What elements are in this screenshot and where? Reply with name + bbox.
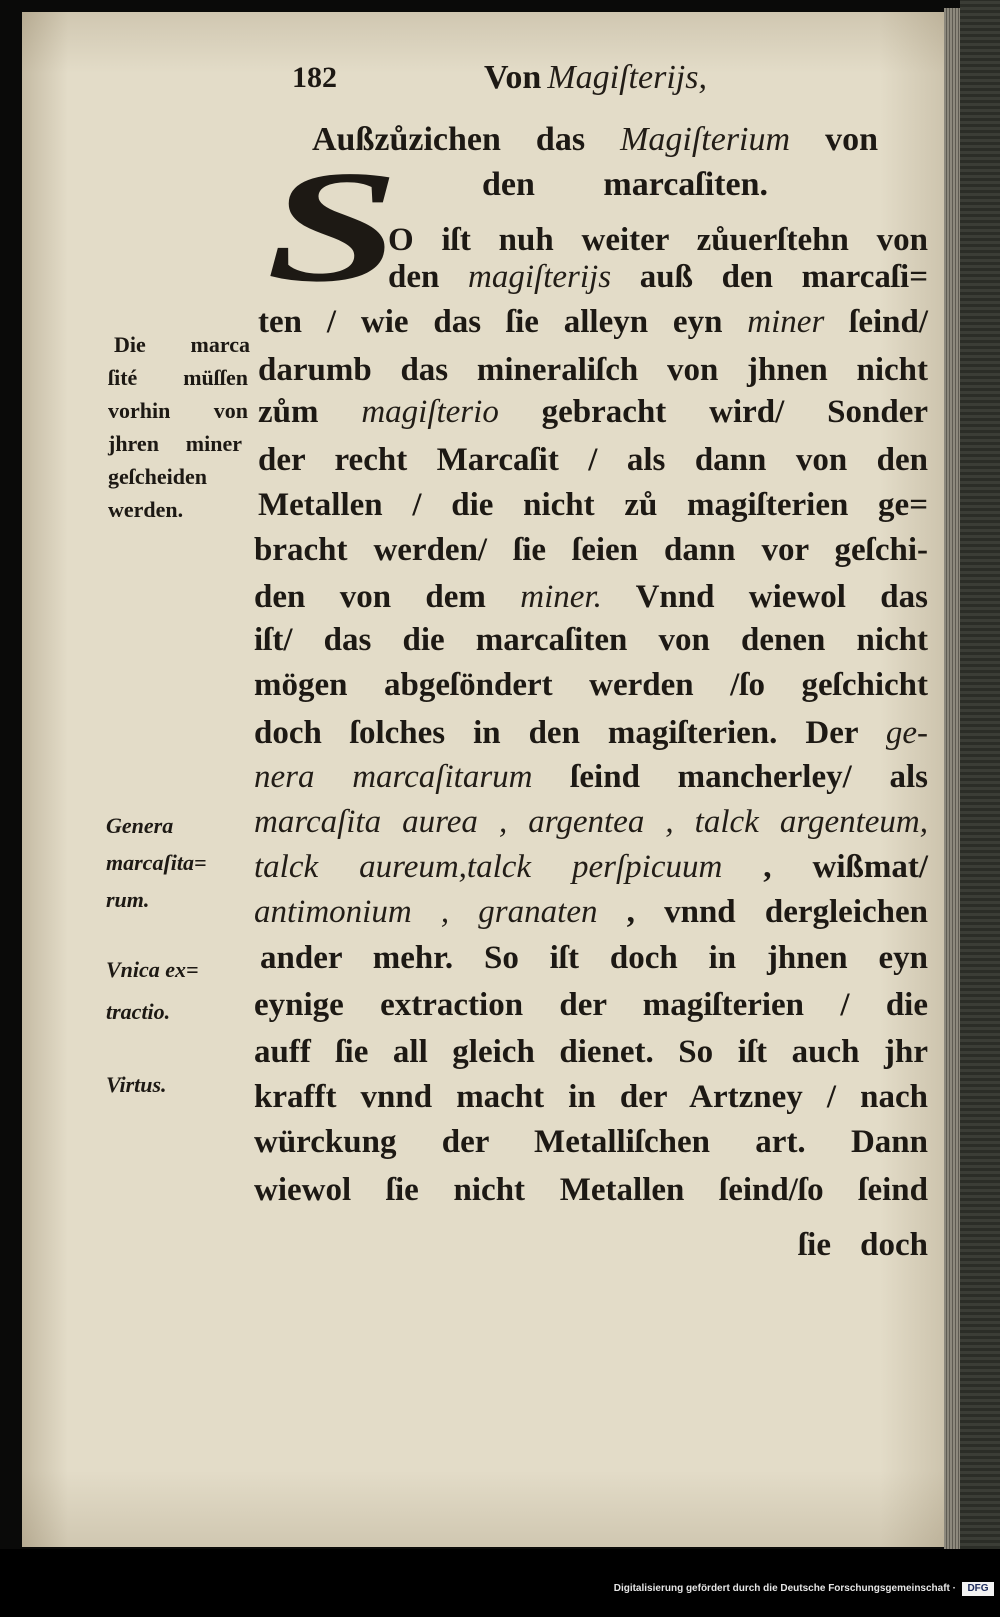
text-segment: mögen abgeſöndert werden /ſo geſchicht <box>254 667 928 703</box>
margin-note-line: marcaſita= <box>106 850 207 875</box>
text-line <box>388 220 928 260</box>
margin-note-line: Vnica ex= <box>106 957 199 982</box>
heading-line-2 <box>482 165 768 205</box>
text-segment: Außzůzichen das <box>312 121 621 158</box>
text-line <box>258 302 928 342</box>
italic-segment: miner. <box>520 579 602 615</box>
text-line <box>258 350 928 390</box>
text-line <box>254 757 928 797</box>
page-edges <box>944 8 960 1550</box>
text-line <box>254 892 928 932</box>
text-line <box>260 938 928 978</box>
text-segment: auff ſie all gleich dienet. So iſt auch jhr <box>254 1034 928 1070</box>
text-line <box>254 620 928 660</box>
text-line <box>254 713 928 753</box>
italic-segment: nera marcaſitarum <box>254 759 533 795</box>
text-segment: würckung der Metalliſchen art. Dann <box>254 1124 928 1160</box>
text-segment: den marcaſiten. <box>482 166 768 203</box>
catchword <box>798 1225 928 1265</box>
text-segment: ſie doch <box>798 1227 928 1263</box>
text-segment: zům <box>258 394 362 430</box>
text-segment: eynige extraction der magiſterien / die <box>254 987 928 1023</box>
text-line <box>254 985 928 1025</box>
italic-segment: ge- <box>885 715 928 751</box>
text-segment: ander mehr. So iſt doch in jhnen eyn <box>260 940 928 976</box>
page-number: 182 <box>292 61 337 94</box>
text-line <box>254 1122 928 1162</box>
text-line <box>258 392 928 432</box>
text-segment: ten / wie das ſie alleyn eyn <box>258 304 748 340</box>
text-segment: darumb das mineraliſch von jhnen nicht <box>258 352 928 388</box>
text-line <box>258 485 928 525</box>
text-segment: Vnnd wiewol das <box>601 579 928 615</box>
book-binding <box>960 0 1000 1552</box>
running-title-italic: Magiſterijs, <box>547 59 707 96</box>
text-segment: den <box>388 259 469 295</box>
margin-note-line: werden. <box>108 497 184 522</box>
text-segment: Metallen / die nicht zů magiſterien ge= <box>258 487 928 523</box>
text-line <box>254 1077 928 1117</box>
text-line <box>254 1170 928 1210</box>
margin-note-line: geſcheiden <box>108 464 207 489</box>
margin-note-line: vorhin von <box>108 398 248 423</box>
text-line <box>254 847 928 887</box>
margin-note-line: tractio. <box>106 999 171 1024</box>
footer-credit: Digitalisierung gefördert durch die Deutsche Forschungsgemeinschaft · <box>613 1583 956 1594</box>
margin-note-line: Virtus. <box>106 1072 167 1097</box>
margin-note-line: Genera <box>106 813 174 838</box>
text-segment: iſt/ das die marcaſiten von denen nicht <box>254 622 928 658</box>
text-line <box>258 440 928 480</box>
text-line <box>254 665 928 705</box>
italic-segment: magiſterio <box>361 394 499 430</box>
text-line <box>254 577 928 617</box>
text-segment: ſeind/ <box>824 304 929 340</box>
italic-segment: miner <box>747 304 825 340</box>
text-segment: der recht Marcaſit / als dann von den <box>258 442 928 478</box>
margin-note-line: jhren miner <box>108 431 242 456</box>
text-line <box>254 530 928 570</box>
italic-segment: marcaſita aurea , argentea , talck argenteum, <box>254 804 928 840</box>
text-segment: wiewol ſie nicht Metallen ſeind/ſo ſeind <box>254 1172 928 1208</box>
text-line <box>254 802 928 842</box>
italic-segment: antimonium , granaten <box>254 894 598 930</box>
italic-segment: Magiſterium <box>620 121 791 158</box>
text-segment: auß den marcaſi= <box>611 259 929 295</box>
running-title <box>484 58 707 98</box>
text-line <box>254 1032 928 1072</box>
text-segment: O iſt nuh weiter zůuerſtehn von <box>388 222 928 258</box>
text-segment: ſeind mancherley/ als <box>532 759 929 795</box>
text-segment: den von dem <box>254 579 521 615</box>
italic-segment: talck aureum,talck perſpicuum <box>254 849 723 885</box>
margin-note-line: rum. <box>106 887 150 912</box>
dfg-logo: DFG <box>962 1582 994 1596</box>
text-segment: , vnnd dergleichen <box>597 894 928 930</box>
text-segment: gebracht wird/ Sonder <box>498 394 928 430</box>
italic-segment: magiſterijs <box>468 259 612 295</box>
text-segment: krafft vnnd macht in der Artzney / nach <box>254 1079 928 1115</box>
text-line <box>388 257 928 297</box>
margin-note-line: ſité müſſen <box>108 365 248 390</box>
text-segment: von <box>790 121 878 158</box>
text-segment: , wißmat/ <box>722 849 928 885</box>
drop-cap: S <box>266 137 400 315</box>
running-title-prefix: Von <box>484 59 542 96</box>
text-segment: doch ſolches in den magiſterien. Der <box>254 715 886 751</box>
text-segment: bracht werden/ ſie ſeien dann vor geſchi- <box>254 532 928 568</box>
margin-note-line: Die marca <box>114 332 250 357</box>
